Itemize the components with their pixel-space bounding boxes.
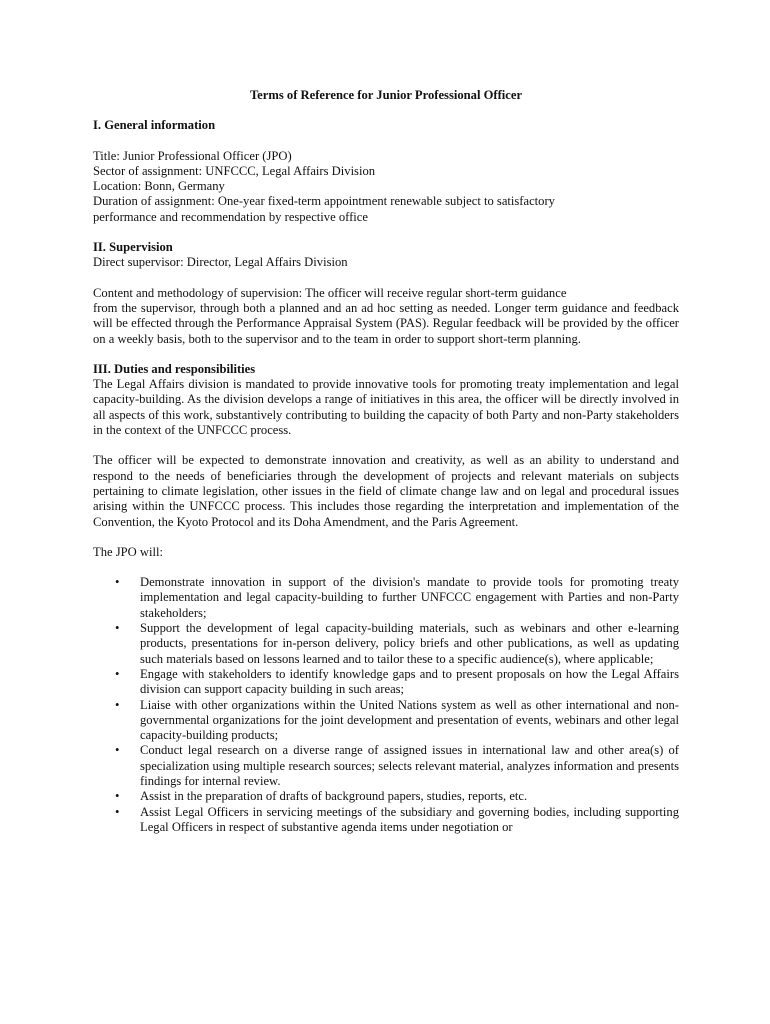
jpo-title-line: Title: Junior Professional Officer (JPO) <box>93 148 292 163</box>
bullet-icon: • <box>115 697 120 712</box>
document-body <box>93 88 679 835</box>
bullet-icon: • <box>115 575 120 590</box>
bullet-icon: • <box>115 666 120 681</box>
list-item <box>93 698 679 744</box>
list-item-text: Demonstrate innovation in support of the division's mandate to provide tools for promoting treaty implementation and legal capacity-building to further UNFCCC engagement with Parties and non-Party stakeholders; <box>140 575 679 620</box>
section-heading-general: I. General information <box>93 118 216 133</box>
duties-paragraph-1: The Legal Affairs division is mandated to provide innovative tools for promoting treaty implementation and legal capacity-building. As the division develops a range of initiatives in this area, the officer will be directly involved in all aspects of this work, substantively contributing to building the capacity of both Party and non-Party stakeholders in the context of the UNFCCC process. <box>93 377 679 438</box>
duration-line-2: performance and recommendation by respective office <box>93 209 368 224</box>
list-item <box>93 789 679 804</box>
list-item-text: Engage with stakeholders to identify knowledge gaps and to present proposals on how the Legal Affairs division can support capacity building in such areas; <box>140 666 679 697</box>
bullet-icon: • <box>115 789 120 804</box>
supervision-content-rest: from the supervisor, through both a planned and an ad hoc setting as needed. Longer term guidance and feedback will be effected through the Performance Appraisal System (PAS). Regular feedback will be provided by the officer on a weekly basis, both to the supervisor and to the team in order to support short-term planning. <box>93 300 679 346</box>
document-title: Terms of Reference for Junior Professional Officer <box>249 88 523 102</box>
sector-line: Sector of assignment: UNFCCC, Legal Affairs Division <box>93 163 376 178</box>
list-item-text: Assist in the preparation of drafts of background papers, studies, reports, etc. <box>140 789 528 804</box>
jpo-intro: The JPO will: <box>93 544 163 559</box>
bullet-icon: • <box>115 804 120 819</box>
duties-paragraph-2: The officer will be expected to demonstrate innovation and creativity, as well as an ability to understand and respond to the needs of beneficiaries through the development of projects and relevant materials on subjects pertaining to climate legislation, other issues in the field of climate change law and on legal and procedural issues arising within the UNFCCC process. This includes those regarding the interpretation and implementation of the Convention, the Kyoto Protocol and its Doha Amendment, and the Paris Agreement. <box>93 453 679 529</box>
list-item <box>93 667 679 698</box>
list-item <box>93 575 679 621</box>
supervision-content <box>93 286 679 347</box>
supervision-content-line-1: Content and methodology of supervision: The officer will receive regular short-term guidance <box>93 285 567 300</box>
list-item-text: Liaise with other organizations within the United Nations system as well as other international and non-governmental organizations for the joint development and presentation of events, webinars and other legal capacity-building products; <box>140 697 679 743</box>
list-item <box>93 805 679 836</box>
section-heading-duties: III. Duties and responsibilities <box>93 361 256 376</box>
duration-line-1: Duration of assignment: One-year fixed-term appointment renewable subject to satisfactory <box>93 194 555 209</box>
list-item-text: Conduct legal research on a diverse range of assigned issues in international law and other area(s) of specialization using multiple research sources; selects relevant material, analyzes information and presents findings for internal review. <box>140 743 679 788</box>
list-item <box>93 743 679 789</box>
list-item-text: Assist Legal Officers in servicing meetings of the subsidiary and governing bodies, including supporting Legal Officers in respect of substantive agenda items under negotiation or <box>140 804 679 834</box>
supervisor-line: Direct supervisor: Director, Legal Affairs Division <box>93 255 348 270</box>
list-item <box>93 621 679 667</box>
list-item-text: Support the development of legal capacity-building materials, such as webinars and other e-learning products, presentations for in-person delivery, policy briefs and other publications, as well as updating such materials based on lessons learned and to tailor these to a specific audience(s), where applicable; <box>140 621 679 666</box>
section-heading-supervision: II. Supervision <box>93 240 173 255</box>
jpo-duties-list <box>93 575 679 835</box>
location-line: Location: Bonn, Germany <box>93 179 225 194</box>
bullet-icon: • <box>115 743 120 758</box>
general-info <box>93 149 679 225</box>
bullet-icon: • <box>115 621 120 636</box>
